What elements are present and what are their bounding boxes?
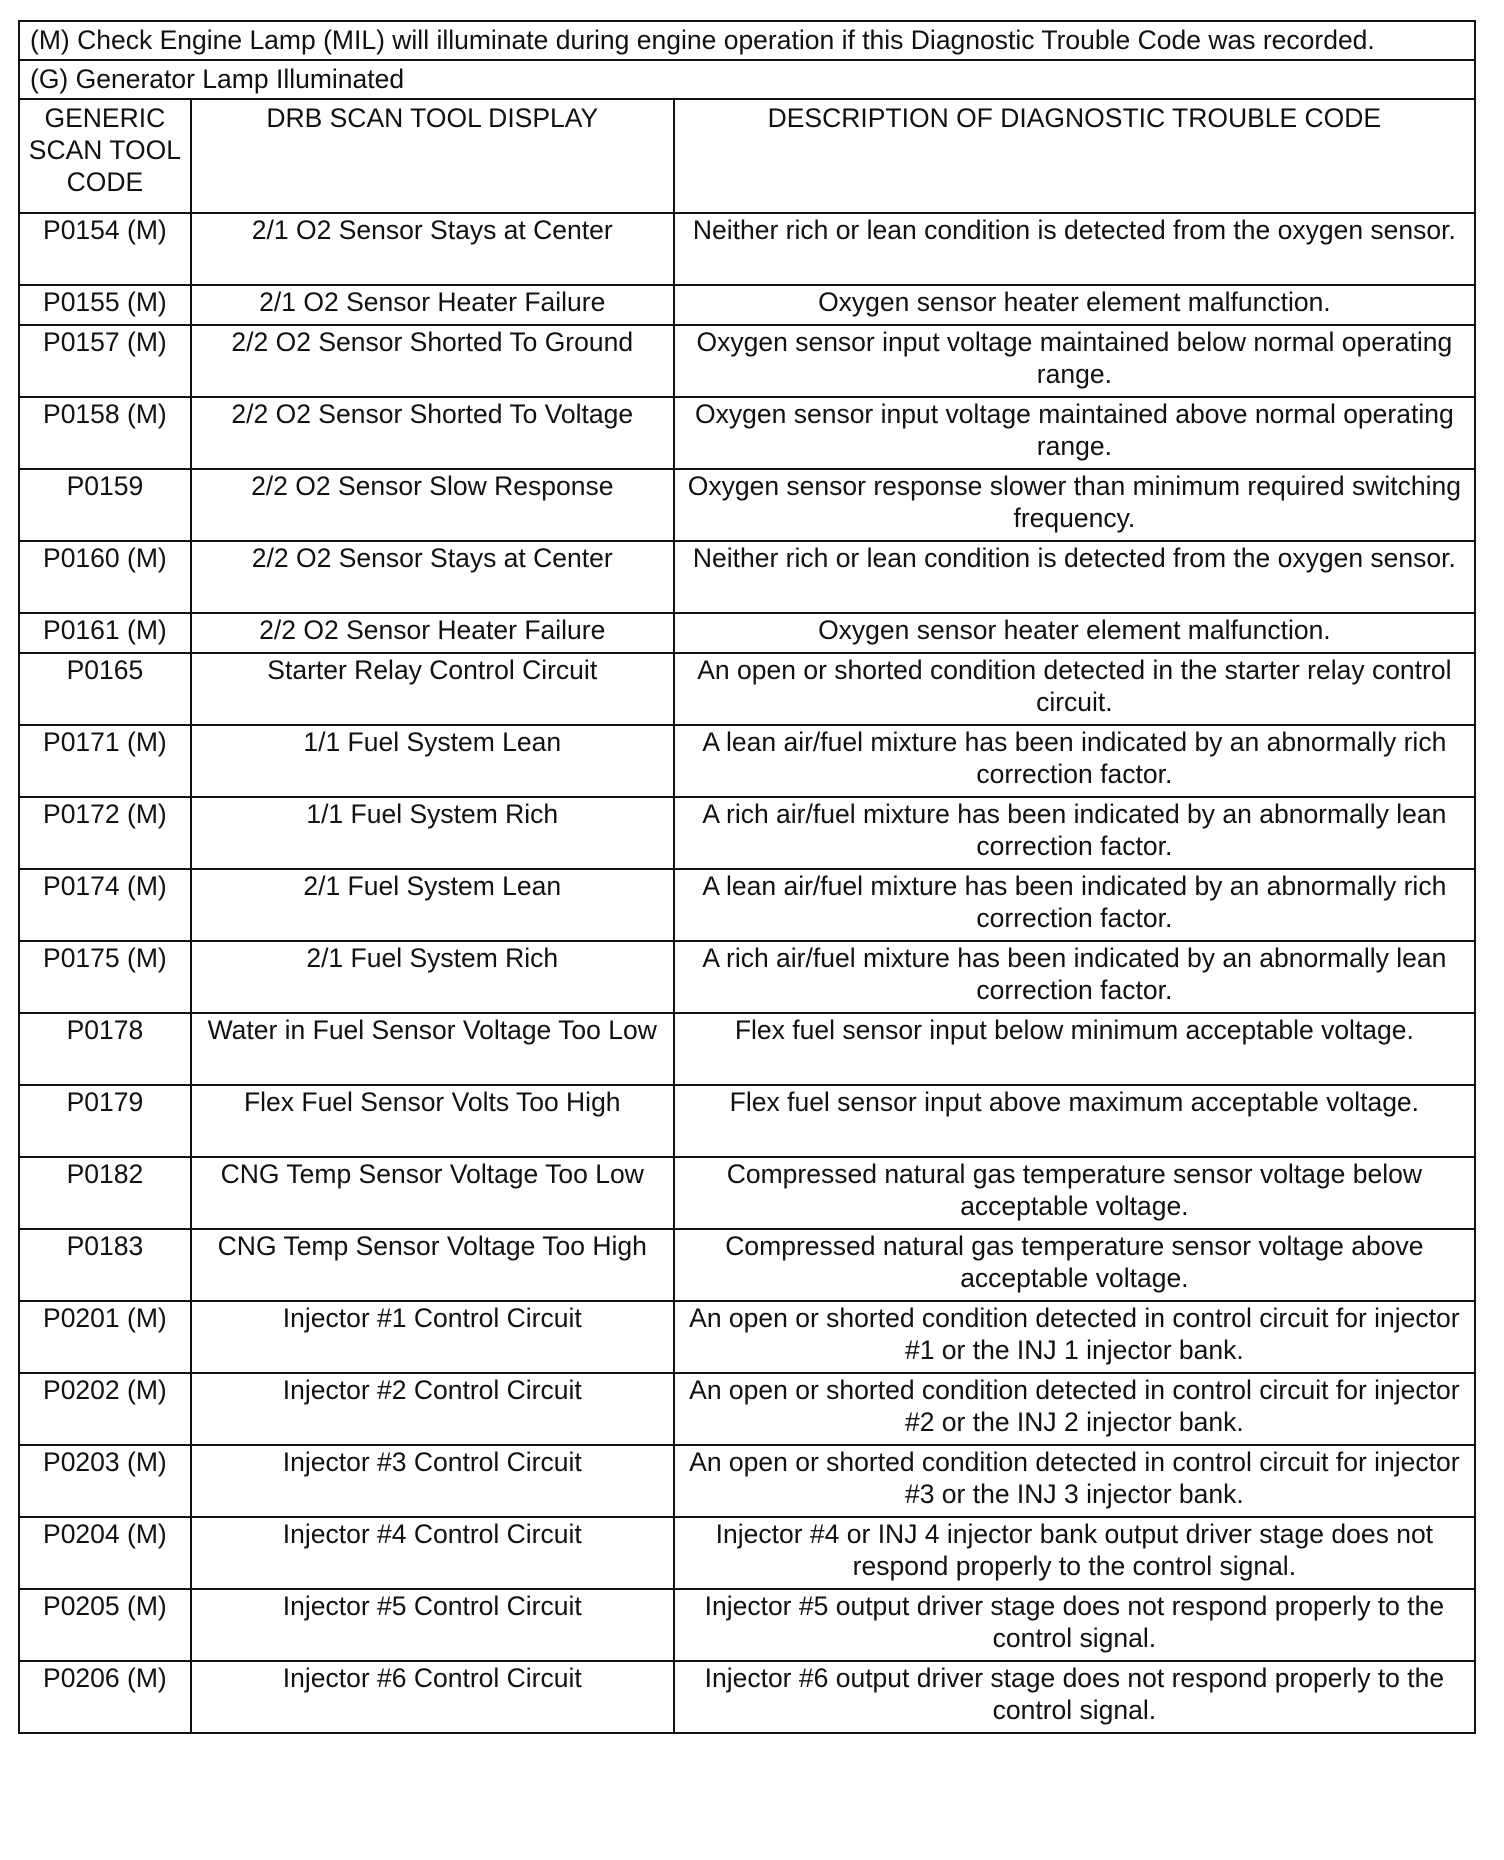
mil-note: (M) Check Engine Lamp (MIL) will illuminate during engine operation if this Diagnostic Trouble Code was recorded. [19, 21, 1475, 60]
dtc-description-cell: Injector #4 or INJ 4 injector bank output driver stage does not respond properly to the control signal. [674, 1517, 1475, 1589]
table-row [19, 1445, 1475, 1517]
dtc-description-cell: Neither rich or lean condition is detected from the oxygen sensor. [674, 541, 1475, 613]
drb-display-cell: Injector #6 Control Circuit [191, 1661, 674, 1733]
dtc-code-cell: P0201 (M) [19, 1301, 191, 1373]
dtc-description-cell: Oxygen sensor response slower than minimum required switching frequency. [674, 469, 1475, 541]
drb-display-cell: Water in Fuel Sensor Voltage Too Low [191, 1013, 674, 1085]
dtc-code-cell: P0203 (M) [19, 1445, 191, 1517]
dtc-code-cell: P0159 [19, 469, 191, 541]
table-row [19, 285, 1475, 325]
dtc-code-cell: P0175 (M) [19, 941, 191, 1013]
table-row [19, 653, 1475, 725]
table-row [19, 1229, 1475, 1301]
dtc-description-cell: An open or shorted condition detected in the starter relay control circuit. [674, 653, 1475, 725]
drb-display-cell: CNG Temp Sensor Voltage Too Low [191, 1157, 674, 1229]
drb-display-cell: Injector #1 Control Circuit [191, 1301, 674, 1373]
dtc-code-cell: P0172 (M) [19, 797, 191, 869]
dtc-description-cell: Compressed natural gas temperature sensor voltage below acceptable voltage. [674, 1157, 1475, 1229]
dtc-description-cell: Injector #6 output driver stage does not respond properly to the control signal. [674, 1661, 1475, 1733]
drb-display-cell: 2/2 O2 Sensor Shorted To Ground [191, 325, 674, 397]
dtc-code-cell: P0204 (M) [19, 1517, 191, 1589]
dtc-description-cell: Oxygen sensor input voltage maintained above normal operating range. [674, 397, 1475, 469]
dtc-description-cell: Oxygen sensor input voltage maintained below normal operating range. [674, 325, 1475, 397]
dtc-description-cell: Compressed natural gas temperature sensor voltage above acceptable voltage. [674, 1229, 1475, 1301]
table-row [19, 1157, 1475, 1229]
dtc-description-cell: An open or shorted condition detected in control circuit for injector #3 or the INJ 3 injector bank. [674, 1445, 1475, 1517]
dtc-code-cell: P0182 [19, 1157, 191, 1229]
dtc-description-cell: Oxygen sensor heater element malfunction. [674, 613, 1475, 653]
table-row [19, 1661, 1475, 1733]
dtc-code-cell: P0158 (M) [19, 397, 191, 469]
drb-display-cell: CNG Temp Sensor Voltage Too High [191, 1229, 674, 1301]
dtc-code-cell: P0174 (M) [19, 869, 191, 941]
dtc-code-cell: P0171 (M) [19, 725, 191, 797]
dtc-code-cell: P0178 [19, 1013, 191, 1085]
table-row [19, 325, 1475, 397]
dtc-code-cell: P0157 (M) [19, 325, 191, 397]
dtc-description-cell: Injector #5 output driver stage does not respond properly to the control signal. [674, 1589, 1475, 1661]
dtc-description-cell: A lean air/fuel mixture has been indicated by an abnormally rich correction factor. [674, 869, 1475, 941]
table-row [19, 869, 1475, 941]
dtc-description-cell: Flex fuel sensor input below minimum acceptable voltage. [674, 1013, 1475, 1085]
table-row [19, 1517, 1475, 1589]
dtc-document [18, 20, 1476, 1734]
drb-display-cell: 2/1 Fuel System Rich [191, 941, 674, 1013]
table-row [19, 1373, 1475, 1445]
dtc-description-cell: An open or shorted condition detected in control circuit for injector #1 or the INJ 1 injector bank. [674, 1301, 1475, 1373]
drb-display-cell: Injector #4 Control Circuit [191, 1517, 674, 1589]
drb-display-cell: 2/1 O2 Sensor Stays at Center [191, 213, 674, 285]
dtc-code-cell: P0206 (M) [19, 1661, 191, 1733]
table-row [19, 613, 1475, 653]
drb-display-cell: 1/1 Fuel System Rich [191, 797, 674, 869]
dtc-code-cell: P0160 (M) [19, 541, 191, 613]
drb-display-cell: 2/2 O2 Sensor Slow Response [191, 469, 674, 541]
dtc-code-cell: P0179 [19, 1085, 191, 1157]
dtc-description-cell: A rich air/fuel mixture has been indicated by an abnormally lean correction factor. [674, 941, 1475, 1013]
drb-display-cell: 2/2 O2 Sensor Heater Failure [191, 613, 674, 653]
dtc-code-cell: P0205 (M) [19, 1589, 191, 1661]
table-row [19, 797, 1475, 869]
drb-display-cell: 2/1 Fuel System Lean [191, 869, 674, 941]
dtc-description-cell: Neither rich or lean condition is detected from the oxygen sensor. [674, 213, 1475, 285]
table-row [19, 213, 1475, 285]
table-row [19, 1301, 1475, 1373]
dtc-description-cell: Oxygen sensor heater element malfunction. [674, 285, 1475, 325]
drb-display-cell: 2/2 O2 Sensor Stays at Center [191, 541, 674, 613]
dtc-description-cell: An open or shorted condition detected in control circuit for injector #2 or the INJ 2 injector bank. [674, 1373, 1475, 1445]
drb-display-cell: Flex Fuel Sensor Volts Too High [191, 1085, 674, 1157]
drb-display-cell: 1/1 Fuel System Lean [191, 725, 674, 797]
dtc-code-cell: P0155 (M) [19, 285, 191, 325]
dtc-table [18, 20, 1476, 1734]
dtc-code-cell: P0165 [19, 653, 191, 725]
dtc-code-cell: P0154 (M) [19, 213, 191, 285]
dtc-code-cell: P0161 (M) [19, 613, 191, 653]
table-row [19, 469, 1475, 541]
drb-display-cell: Injector #3 Control Circuit [191, 1445, 674, 1517]
table-row [19, 1013, 1475, 1085]
table-row [19, 1085, 1475, 1157]
header-description: DESCRIPTION OF DIAGNOSTIC TROUBLE CODE [674, 99, 1475, 213]
header-drb-display: DRB SCAN TOOL DISPLAY [191, 99, 674, 213]
dtc-description-cell: A lean air/fuel mixture has been indicated by an abnormally rich correction factor. [674, 725, 1475, 797]
dtc-description-cell: A rich air/fuel mixture has been indicated by an abnormally lean correction factor. [674, 797, 1475, 869]
header-generic-code: GENERIC SCAN TOOL CODE [19, 99, 191, 213]
dtc-code-cell: P0202 (M) [19, 1373, 191, 1445]
dtc-rows [19, 213, 1475, 1733]
table-row [19, 541, 1475, 613]
drb-display-cell: Injector #2 Control Circuit [191, 1373, 674, 1445]
dtc-description-cell: Flex fuel sensor input above maximum acceptable voltage. [674, 1085, 1475, 1157]
drb-display-cell: 2/2 O2 Sensor Shorted To Voltage [191, 397, 674, 469]
dtc-code-cell: P0183 [19, 1229, 191, 1301]
drb-display-cell: Injector #5 Control Circuit [191, 1589, 674, 1661]
table-row [19, 397, 1475, 469]
table-row [19, 725, 1475, 797]
table-row [19, 941, 1475, 1013]
drb-display-cell: Starter Relay Control Circuit [191, 653, 674, 725]
table-row [19, 1589, 1475, 1661]
generator-note: (G) Generator Lamp Illuminated [19, 60, 1475, 99]
drb-display-cell: 2/1 O2 Sensor Heater Failure [191, 285, 674, 325]
